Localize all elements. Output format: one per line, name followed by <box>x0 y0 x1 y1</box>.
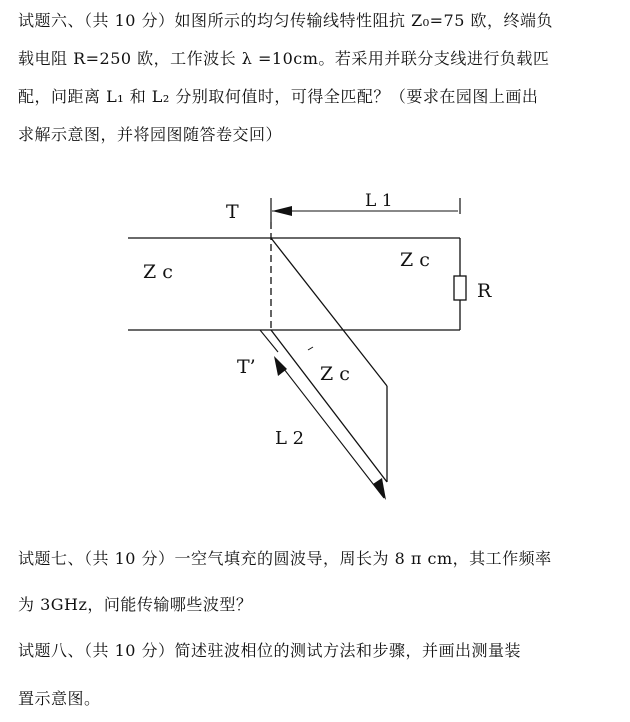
l2-tick <box>260 330 278 352</box>
question-6-line: 试题六、（共 10 分）如图所示的均匀传输线特性阻抗 Z₀=75 欧，终端负 <box>18 11 554 30</box>
label-t-prime: T’ <box>237 356 256 378</box>
label-l2: L 2 <box>275 428 305 449</box>
stray-mark <box>308 347 313 350</box>
label-zc-right: Z c <box>400 249 430 271</box>
question-7-line: 为 3GHz，问能传输哪些波型？ <box>18 595 253 614</box>
label-zc-left: Z c <box>143 261 173 283</box>
question-6-line: 配，问距离 L₁ 和 L₂ 分别取何值时，可得全匹配？（要求在园图上画出 <box>18 87 539 106</box>
question-8-line: 置示意图。 <box>18 689 101 708</box>
l2-arrow-bottom <box>373 478 386 500</box>
question-6-line: 载电阻 R=250 欧，工作波长 λ =10cm。若采用并联分支线进行负载匹 <box>18 49 550 68</box>
label-l1: L 1 <box>365 191 393 211</box>
question-8-line: 试题八、（共 10 分）简述驻波相位的测试方法和步骤，并画出测量装 <box>18 641 522 660</box>
label-zc-stub: Z c <box>320 363 350 385</box>
load-resistor <box>454 276 466 300</box>
label-t: T <box>226 201 239 223</box>
stub-conductor-bottom <box>271 330 387 482</box>
question-7-line: 试题七、（共 10 分）一空气填充的圆波导，周长为 8 π cm，其工作频率 <box>18 549 552 568</box>
question-6-line: 求解示意图，并将园图随答卷交回） <box>18 125 283 144</box>
l1-arrow-left <box>272 206 292 216</box>
label-r: R <box>477 280 492 302</box>
l2-arrow-top <box>274 356 287 376</box>
